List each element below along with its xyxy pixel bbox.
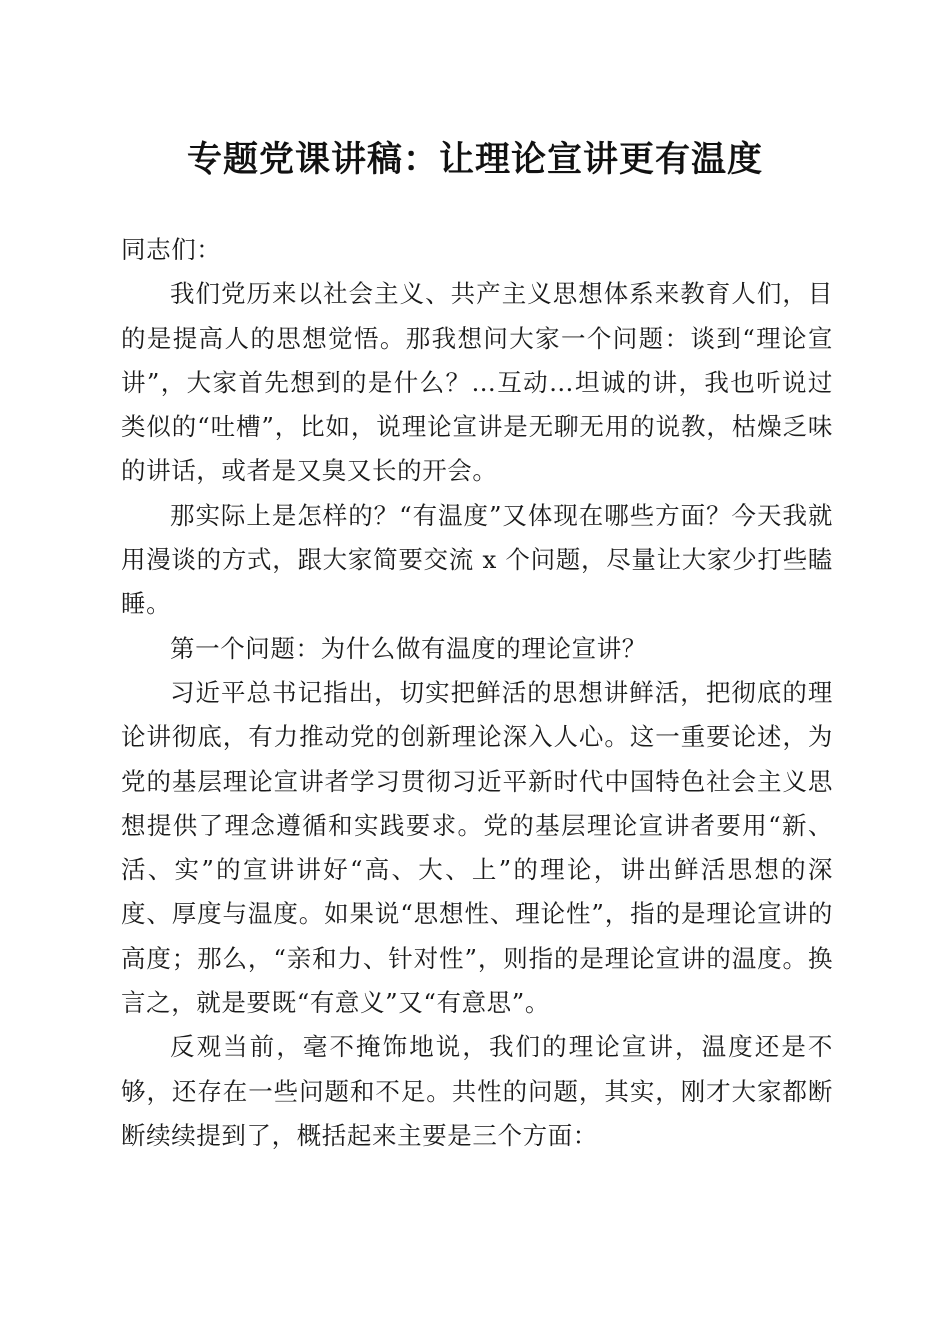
document-body [121,228,833,1158]
paragraph-quote: 习近平总书记指出，切实把鲜活的思想讲鲜活，把彻底的理论讲彻底，有力推动党的创新理论深入人心。这一重要论述，为党的基层理论宣讲者学习贯彻习近平新时代中国特色社会主义思想提供了理念遵循和实践要求。党的基层理论宣讲者要用“新、活、实”的宣讲讲好“高、大、上”的理论，讲出鲜活思想的深度、厚度与温度。如果说“思想性、理论性”，指的是理论宣讲的高度；那么，“亲和力、针对性”，则指的是理论宣讲的温度。换言之，就是要既“有意义”又“有意思”。 [121,677,833,1018]
document-title: 专题党课讲稿：让理论宣讲更有温度 [186,139,763,180]
paragraph-current-status: 反观当前，毫不掩饰地说，我们的理论宣讲，温度还是不够，还存在一些问题和不足。共性的问题，其实，刚才大家都断断续续提到了，概括起来主要是三个方面： [121,1032,833,1150]
section-heading: 第一个问题：为什么做有温度的理论宣讲？ [170,633,647,663]
greeting: 同志们： [121,235,222,264]
paragraph-intro: 我们党历来以社会主义、共产主义思想体系来教育人们，目的是提高人的思想觉悟。那我想问大家一个问题：谈到“理论宣讲”，大家首先想到的是什么？…互动…坦诚的讲，我也听说过类似的“吐槽”，比如，说理论宣讲是无聊无用的说教，枯燥乏味的讲话，或者是又臭又长的开会。 [121,279,833,486]
paragraph-question: 那实际上是怎样的？“有温度”又体现在哪些方面？今天我就用漫谈的方式，跟大家简要交流 x 个问题，尽量让大家少打些瞌睡。 [121,500,833,619]
